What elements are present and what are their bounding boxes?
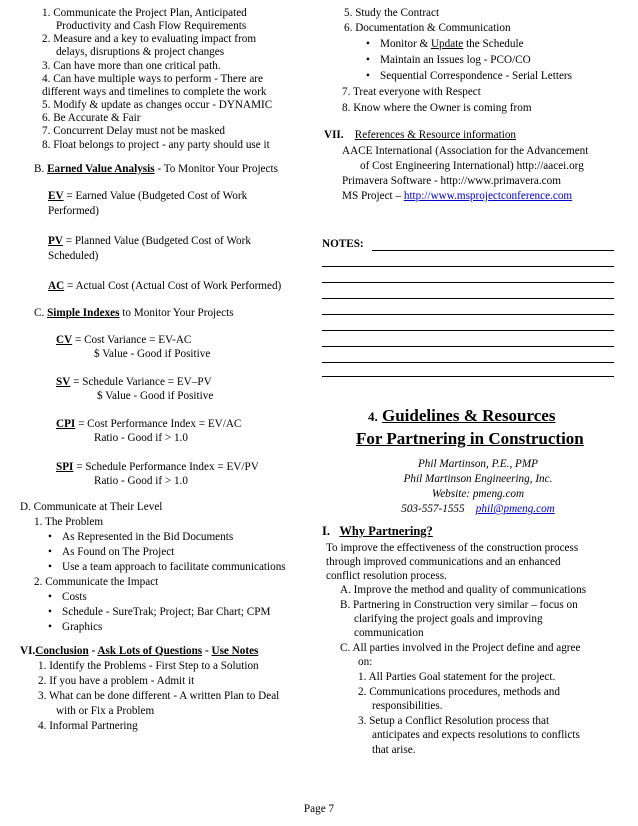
cv-def: = Cost Variance = EV-AC — [72, 334, 192, 346]
section-d-sub2: 2. Communicate the Impact — [34, 576, 159, 588]
section-vi-numeral: VI. — [20, 645, 36, 657]
notes-line — [322, 376, 614, 377]
section-vi-conclusion: Conclusion — [35, 645, 89, 657]
cpi-abbr: CPI — [56, 418, 76, 430]
list-item: 3. Can have more than one critical path. — [42, 60, 221, 72]
ev-definition-cont: Performed) — [48, 205, 99, 217]
list-item: • Costs — [62, 591, 87, 604]
notes-line — [322, 298, 614, 299]
section-i-title: Why Partnering? — [339, 524, 433, 538]
ac-def: = Actual Cost (Actual Cost of Work Performed) — [64, 280, 282, 292]
sv-abbr: SV — [56, 376, 71, 388]
reference-line: of Cost Engineering International) http://aacei.org — [360, 160, 584, 172]
cpi-definition — [56, 418, 241, 431]
list-item: communication — [354, 627, 424, 639]
list-item: 2. If you have a problem - Admit it — [38, 675, 195, 687]
notes-label: NOTES: — [322, 238, 364, 250]
list-item: on: — [358, 656, 373, 668]
section-b-prefix: B. — [34, 163, 48, 175]
section-b-suffix: - To Monitor Your Projects — [154, 163, 278, 175]
pv-definition-cont: Scheduled) — [48, 250, 99, 262]
website: Website: pmeng.com — [431, 488, 525, 500]
list-item: clarifying the project goals and improving — [354, 613, 543, 625]
list-item: • Sequential Correspondence - Serial Letters — [380, 70, 572, 83]
list-item: C. All parties involved in the Project define and agree — [340, 642, 581, 654]
spi-def: = Schedule Performance Index = EV/PV — [73, 461, 259, 473]
section-c-heading — [34, 307, 234, 320]
guidelines-title-2: For Partnering in Construction — [356, 429, 584, 448]
section-vi-sep2: - — [202, 645, 212, 657]
list-item: 1. Communicate the Project Plan, Anticipated — [42, 7, 247, 19]
section-d-sub1: 1. The Problem — [34, 516, 104, 528]
list-item: • Schedule - SureTrak; Project; Bar Chart; CPM — [62, 606, 270, 619]
list-item: 8. Know where the Owner is coming from — [342, 102, 532, 114]
section-d-heading: D. Communicate at Their Level — [20, 501, 163, 513]
list-item — [380, 38, 524, 51]
pv-definition — [48, 235, 251, 248]
list-item: 1. Identify the Problems - First Step to a Solution — [38, 660, 259, 672]
company-name: Phil Martinson Engineering, Inc. — [403, 473, 553, 485]
cpi-def: = Cost Performance Index = EV/AC — [75, 418, 242, 430]
list-item: 2. Communications procedures, methods and — [358, 686, 560, 698]
list-item: that arise. — [372, 744, 416, 756]
reference-line — [342, 190, 572, 203]
intro-line: through improved communications and an enhanced — [326, 556, 561, 568]
list-item: different ways and timelines to complete the work — [42, 86, 267, 98]
reference-line: AACE International (Association for the Advancement — [342, 145, 589, 157]
contact-line — [318, 503, 638, 516]
bullet-text-post: the Schedule — [463, 38, 524, 50]
ev-def: = Earned Value (Budgeted Cost of Work — [63, 190, 248, 202]
section-vi-heading — [20, 645, 258, 658]
notes-line — [322, 282, 614, 283]
section-b-title: Earned Value Analysis — [47, 163, 155, 175]
notes-line — [322, 266, 614, 267]
list-item: 3. What can be done different - A written Plan to Deal — [38, 690, 280, 702]
section-b-heading — [34, 163, 278, 176]
list-item: delays, disruptions & project changes — [56, 46, 225, 58]
msproject-link[interactable]: http://www.msprojectconference.com — [403, 190, 573, 202]
cv-note: $ Value - Good if Positive — [94, 348, 211, 360]
cv-definition — [56, 334, 191, 347]
list-item: 4. Can have multiple ways to perform - There are — [42, 73, 263, 85]
spi-definition — [56, 461, 259, 474]
section-c-suffix: to Monitor Your Projects — [119, 307, 234, 319]
section-i-heading — [322, 524, 433, 539]
ac-abbr: AC — [48, 280, 65, 292]
reference-line: Primavera Software - http://www.primavera.com — [342, 175, 561, 187]
sv-def: = Schedule Variance = EV–PV — [70, 376, 212, 388]
section-vii-title: References & Resource information — [354, 129, 517, 141]
intro-line: conflict resolution process. — [326, 570, 447, 582]
bullet-underlined: Update — [430, 38, 464, 50]
list-item: • Maintain an Issues log - PCO/CO — [380, 54, 531, 67]
list-item: B. Partnering in Construction very similar – focus on — [340, 599, 578, 611]
section-vi-notes: Use Notes — [211, 645, 259, 657]
cv-abbr: CV — [56, 334, 73, 346]
notes-line — [322, 314, 614, 315]
section-i-numeral: I. — [322, 524, 330, 538]
notes-line — [322, 330, 614, 331]
list-item: • As Found on The Project — [62, 546, 174, 559]
list-item: 6. Documentation & Communication — [344, 22, 511, 34]
pv-abbr: PV — [48, 235, 63, 247]
list-item: 4. Informal Partnering — [38, 720, 138, 732]
sv-note: $ Value - Good if Positive — [97, 390, 214, 402]
pv-def: = Planned Value (Budgeted Cost of Work — [62, 235, 251, 247]
list-item: 5. Modify & update as changes occur - DYNAMIC — [42, 99, 273, 111]
ev-definition — [48, 190, 247, 203]
list-item: 6. Be Accurate & Fair — [42, 112, 141, 124]
notes-line — [372, 250, 614, 251]
list-item: 7. Treat everyone with Respect — [342, 86, 481, 98]
list-item: 5. Study the Contract — [344, 7, 440, 19]
list-item: 7. Concurrent Delay must not be masked — [42, 125, 225, 137]
list-item: • Graphics — [62, 621, 102, 634]
list-item: A. Improve the method and quality of communications — [340, 584, 587, 596]
sv-definition — [56, 376, 212, 389]
notes-line — [322, 346, 614, 347]
guidelines-title-1 — [368, 406, 555, 427]
spi-abbr: SPI — [56, 461, 74, 473]
notes-line — [322, 362, 614, 363]
phone: 503-557-1555 — [401, 503, 465, 515]
email-link[interactable]: phil@pmeng.com — [475, 503, 555, 515]
page-number: Page 7 — [303, 803, 335, 815]
ev-abbr: EV — [48, 190, 64, 202]
section-c-title: Simple Indexes — [47, 307, 120, 319]
list-item: 3. Setup a Conflict Resolution process that — [358, 715, 550, 727]
list-item: with or Fix a Problem — [56, 705, 155, 717]
list-item: • Use a team approach to facilitate communications — [62, 561, 286, 574]
list-item: 2. Measure and a key to evaluating impact from — [42, 33, 257, 45]
reference-prefix: MS Project – — [342, 190, 404, 202]
list-item: Productivity and Cash Flow Requirements — [56, 20, 247, 32]
list-item: responsibilities. — [372, 700, 443, 712]
list-item: 1. All Parties Goal statement for the project. — [358, 671, 556, 683]
guidelines-title-text-1: Guidelines & Resources — [382, 406, 556, 425]
section-vii-numeral: VII. — [324, 129, 344, 141]
list-item: • As Represented in the Bid Documents — [62, 531, 233, 544]
section-vi-sep1: - — [88, 645, 98, 657]
section-vi-ask: Ask Lots of Questions — [97, 645, 203, 657]
guidelines-number: 4. — [368, 409, 378, 424]
spi-note: Ratio - Good if > 1.0 — [94, 475, 188, 487]
list-item: 8. Float belongs to project - any party should use it — [42, 139, 270, 151]
ac-definition — [48, 280, 281, 293]
cpi-note: Ratio - Good if > 1.0 — [94, 432, 188, 444]
bullet-text: Monitor & — [380, 38, 431, 50]
author-name: Phil Martinson, P.E., PMP — [417, 458, 539, 470]
section-c-prefix: C. — [34, 307, 48, 319]
intro-line: To improve the effectiveness of the construction process — [326, 542, 579, 554]
list-item: anticipates and expects resolutions to conflicts — [372, 729, 580, 741]
section-vii-heading — [324, 129, 516, 142]
